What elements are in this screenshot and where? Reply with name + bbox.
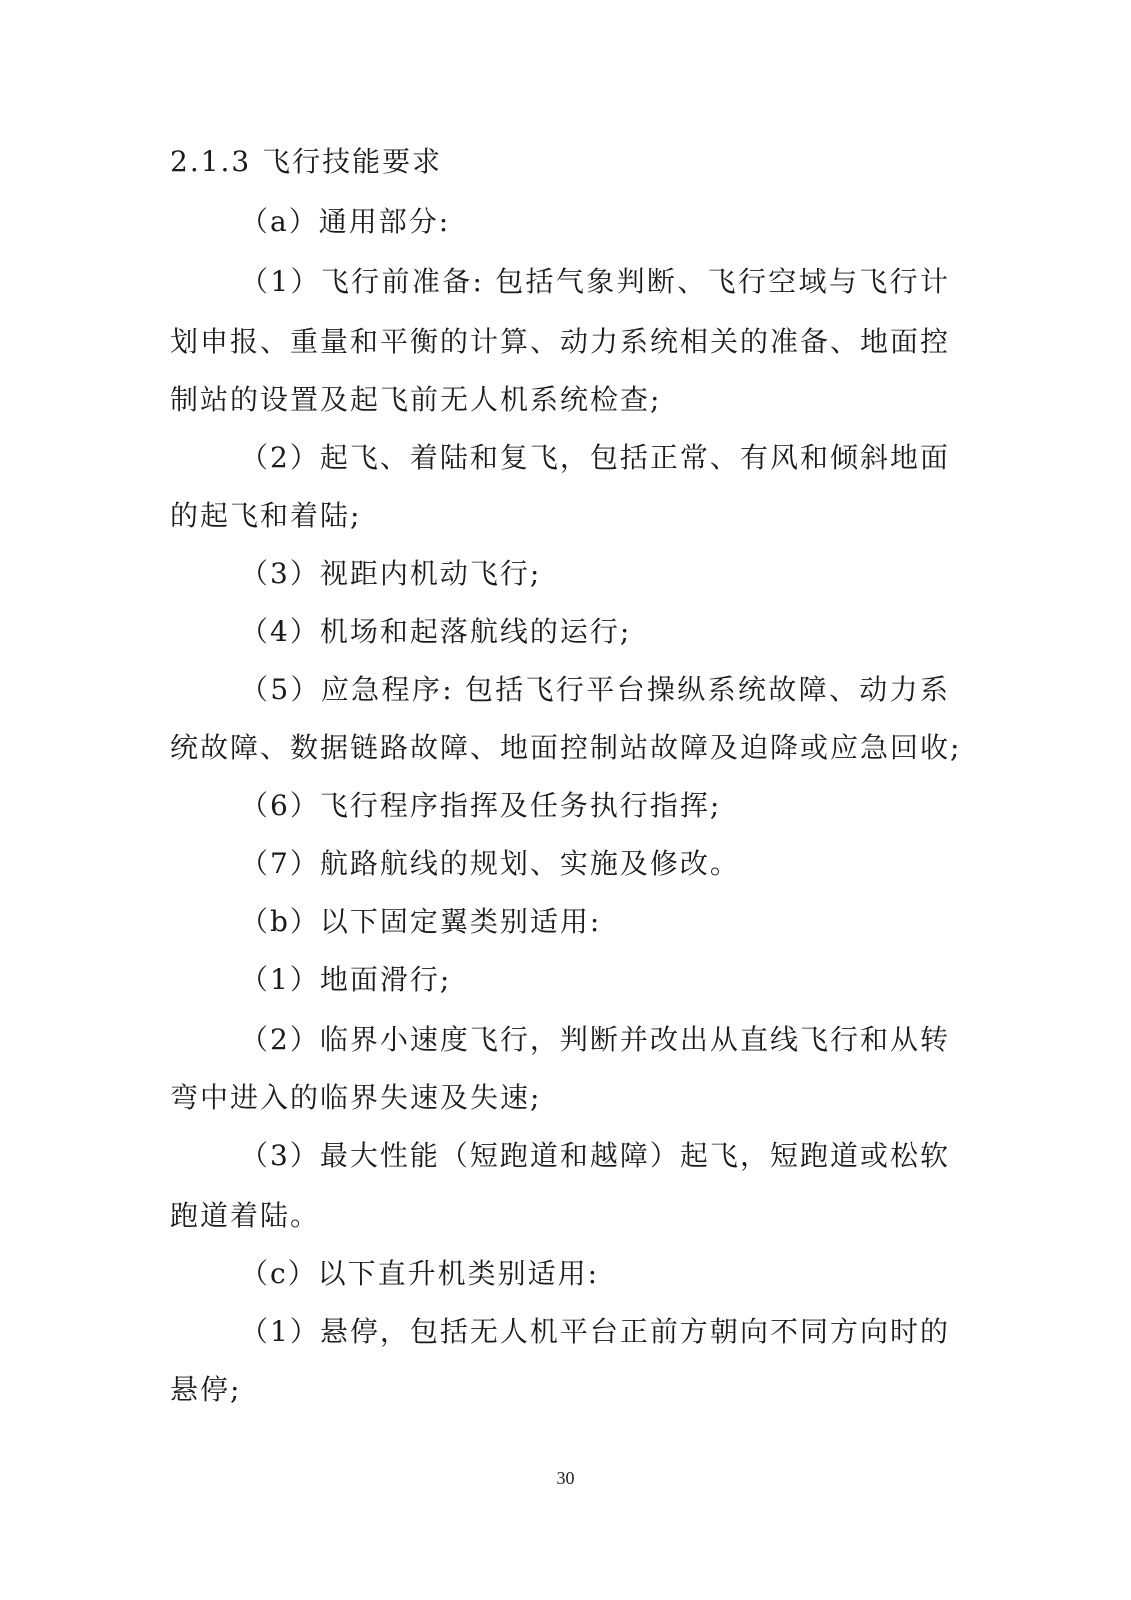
paragraph-line: 跑道着陆。 <box>170 1199 321 1232</box>
paragraph-line: （3）视距内机动飞行; <box>240 557 542 590</box>
paragraph-line: （2）起飞、着陆和复飞，包括正常、有风和倾斜地面 <box>240 441 950 474</box>
paragraph-line: （3）最大性能（短跑道和越障）起飞，短跑道或松软 <box>240 1139 950 1172</box>
paragraph-line: （1）地面滑行; <box>240 963 452 996</box>
paragraph-line: （6）飞行程序指挥及任务执行指挥; <box>240 789 722 822</box>
paragraph-line: （5）应急程序: 包括飞行平台操纵系统故障、动力系 <box>240 673 950 706</box>
paragraph-line: （7）航路航线的规划、实施及修改。 <box>240 847 740 880</box>
paragraph-line: 统故障、数据链路故障、地面控制站故障及迫降或应急回收; <box>170 731 962 764</box>
paragraph-line: 制站的设置及起飞前无人机系统检查; <box>170 383 662 416</box>
paragraph-line: （2）临界小速度飞行，判断并改出从直线飞行和从转 <box>240 1023 950 1056</box>
paragraph-line: （1）飞行前准备: 包括气象判断、飞行空域与飞行计 <box>240 265 950 298</box>
section-heading: 2.1.3 飞行技能要求 <box>170 145 443 178</box>
paragraph-line: 弯中进入的临界失速及失速; <box>170 1081 542 1114</box>
page-number: 30 <box>556 1468 575 1488</box>
paragraph-line: 的起飞和着陆; <box>170 499 362 532</box>
paragraph-line: 划申报、重量和平衡的计算、动力系统相关的准备、地面控 <box>170 325 951 358</box>
paragraph-line: 悬停; <box>170 1373 242 1406</box>
subsection-c-heading: （c）以下直升机类别适用: <box>240 1257 600 1290</box>
paragraph-line: （1）悬停，包括无人机平台正前方朝向不同方向时的 <box>240 1315 950 1348</box>
subsection-a-heading: （a）通用部分: <box>240 205 451 238</box>
paragraph-line: （4）机场和起落航线的运行; <box>240 615 632 648</box>
subsection-b-heading: （b）以下固定翼类别适用: <box>240 905 602 938</box>
